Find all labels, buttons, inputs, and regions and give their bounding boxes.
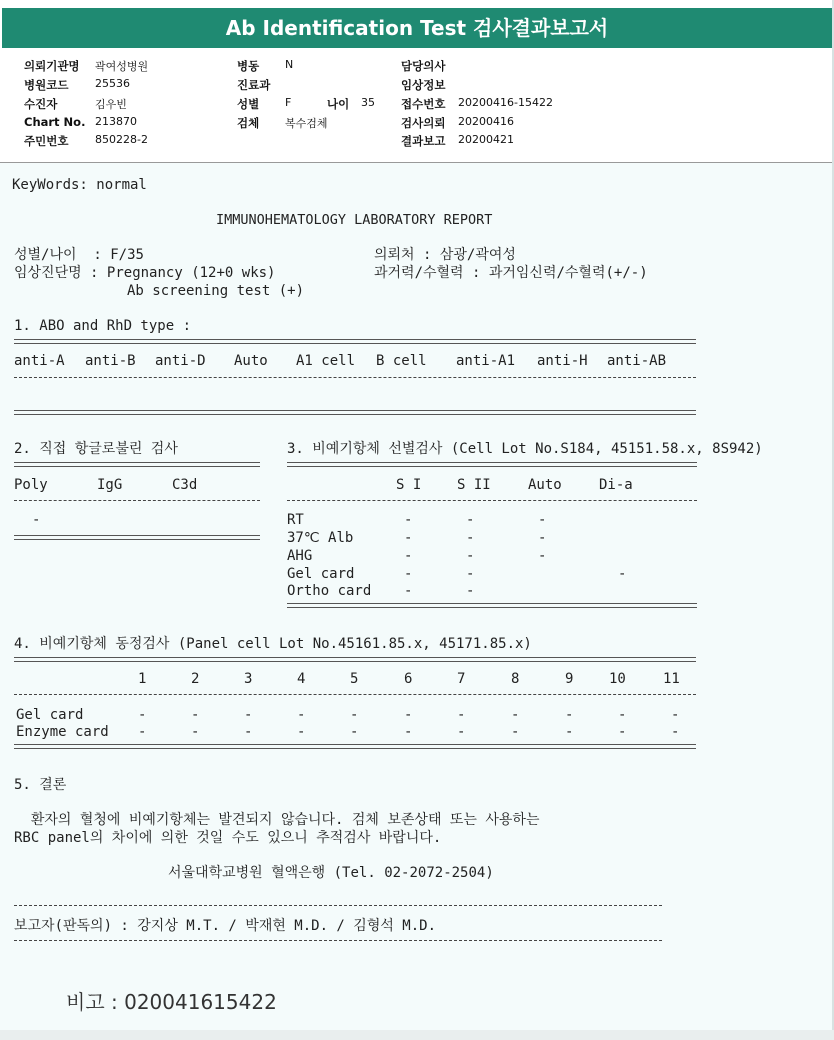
abo-header: anti-H <box>537 353 588 369</box>
specimen-value: 복수검체 <box>285 117 328 130</box>
abo-header: anti-A1 <box>456 353 516 369</box>
req-inst-value: 곽여성병원 <box>95 60 149 73</box>
sec1-rule-top <box>14 339 696 344</box>
screen-cell: - <box>404 566 413 582</box>
sec3-rule-bottom <box>287 603 697 608</box>
chart-value: 213870 <box>95 115 137 128</box>
chart-label: Chart No. <box>24 115 86 129</box>
sec3-rule-top <box>287 462 697 467</box>
panel-cell: - <box>457 724 466 740</box>
sec4-title: 4. 비예기항체 동정검사 (Panel cell Lot No.45161.85.x, 45171.85.x) <box>14 636 532 652</box>
panel-cell: - <box>244 707 253 723</box>
reporter-line: 보고자(판독의) : 강지상 M.T. / 박재현 M.D. / 김형석 M.D. <box>14 918 437 934</box>
age-label: 나이 <box>327 97 350 111</box>
hosp-code-value: 25536 <box>95 77 130 90</box>
panel-header: 6 <box>404 671 413 687</box>
sec4-rule-mid <box>14 694 696 695</box>
sex-age-line: 성별/나이 : F/35 <box>14 247 144 263</box>
lab-report-body <box>0 163 832 1030</box>
signature-rule-top <box>14 905 662 906</box>
screen-cell: - <box>466 583 475 599</box>
panel-header: 3 <box>244 671 253 687</box>
report-date-label: 결과보고 <box>401 134 446 148</box>
sex-label: 성별 <box>237 97 260 111</box>
screen-cell: - <box>404 512 413 528</box>
screen-cell: - <box>466 530 475 546</box>
screen-cell: - <box>466 548 475 564</box>
panel-header: 1 <box>138 671 147 687</box>
institution-line: 서울대학교병원 혈액은행 (Tel. 02-2072-2504) <box>168 865 494 881</box>
signature-rule-bottom <box>14 940 662 941</box>
screen-cell: - <box>404 530 413 546</box>
screen-cell: - <box>466 512 475 528</box>
panel-header: 10 <box>609 671 626 687</box>
panel-cell: - <box>191 707 200 723</box>
screening-line: Ab screening test (+) <box>127 283 305 299</box>
sec2-rule-bottom <box>14 535 260 540</box>
abo-header: anti-A <box>14 353 65 369</box>
sec1-rule-mid <box>14 377 696 378</box>
bottom-strip <box>0 1030 834 1040</box>
panel-row-label: Gel card <box>16 707 84 723</box>
history-line: 과거력/수혈력 : 과거임신력/수혈력(+/-) <box>374 265 648 281</box>
rrn-label: 주민번호 <box>24 134 69 148</box>
sec1-rule-bottom <box>14 410 696 415</box>
panel-cell: - <box>457 707 466 723</box>
panel-cell: - <box>618 724 627 740</box>
screen-cell: - <box>538 512 547 528</box>
abo-header: anti-B <box>85 353 136 369</box>
req-date-value: 20200416 <box>458 115 514 128</box>
panel-header: 9 <box>565 671 574 687</box>
req-date-label: 검사의뢰 <box>401 116 446 130</box>
dat-header: IgG <box>97 477 123 493</box>
panel-cell: - <box>565 707 574 723</box>
patient-value: 김우빈 <box>95 98 127 111</box>
screen-header: S II <box>457 477 491 493</box>
panel-row-label: Enzyme card <box>16 724 109 740</box>
screen-header: Auto <box>528 477 562 493</box>
report-date-value: 20200421 <box>458 133 514 146</box>
dat-header: Poly <box>14 477 48 493</box>
panel-header: 8 <box>511 671 520 687</box>
sec3-rule-mid <box>287 500 697 501</box>
sec4-rule-bottom <box>14 744 696 749</box>
panel-cell: - <box>138 707 147 723</box>
panel-cell: - <box>671 724 680 740</box>
panel-cell: - <box>565 724 574 740</box>
sec4-rule-top <box>14 657 696 662</box>
panel-header: 11 <box>663 671 680 687</box>
abo-header: anti-AB <box>607 353 667 369</box>
abo-header: A1 cell <box>296 353 356 369</box>
panel-cell: - <box>671 707 680 723</box>
panel-cell: - <box>404 724 413 740</box>
hosp-code-label: 병원코드 <box>24 78 69 92</box>
sex-value: F <box>285 96 292 109</box>
panel-header: 4 <box>297 671 306 687</box>
panel-cell: - <box>244 724 253 740</box>
conclusion-line-1: 환자의 혈청에 비예기항체는 발견되지 않습니다. 검체 보존상태 또는 사용하는 <box>14 812 540 828</box>
specimen-label: 검체 <box>237 116 260 130</box>
rrn-value: 850228-2 <box>95 133 148 146</box>
recv-label: 접수번호 <box>401 97 446 111</box>
screen-cell: - <box>404 583 413 599</box>
panel-cell: - <box>350 724 359 740</box>
clinical-label: 임상정보 <box>401 78 446 92</box>
panel-cell: - <box>511 724 520 740</box>
panel-cell: - <box>297 724 306 740</box>
dat-header: C3d <box>172 477 198 493</box>
screen-row-label: AHG <box>287 548 313 564</box>
screen-header: S I <box>396 477 422 493</box>
panel-cell: - <box>350 707 359 723</box>
sec2-rule-top <box>14 462 260 467</box>
patient-info-block <box>0 48 832 163</box>
screen-row-label: RT <box>287 512 304 528</box>
screen-row-label: Gel card <box>287 566 355 582</box>
panel-cell: - <box>618 707 627 723</box>
panel-header: 5 <box>350 671 359 687</box>
panel-cell: - <box>191 724 200 740</box>
sec2-title: 2. 직접 항글로불린 검사 <box>14 441 178 457</box>
conclusion-line-2: RBC panel의 차이에 의한 것일 수도 있으니 추적검사 바랍니다. <box>14 830 442 846</box>
patient-label: 수진자 <box>24 97 58 111</box>
sec5-title: 5. 결론 <box>14 777 67 793</box>
lab-report-title: IMMUNOHEMATOLOGY LABORATORY REPORT <box>216 212 493 228</box>
panel-cell: - <box>404 707 413 723</box>
dat-value: - <box>32 512 41 528</box>
abo-header: B cell <box>376 353 427 369</box>
abo-header: anti-D <box>155 353 206 369</box>
diagnosis-line: 임상진단명 : Pregnancy (12+0 wks) <box>14 265 276 281</box>
doctor-label: 담당의사 <box>401 59 446 73</box>
screen-cell: - <box>404 548 413 564</box>
abo-header: Auto <box>234 353 268 369</box>
panel-header: 7 <box>457 671 466 687</box>
sec1-title: 1. ABO and RhD type : <box>14 318 192 334</box>
ward-value: N <box>285 58 294 71</box>
panel-cell: - <box>511 707 520 723</box>
note-line: 비고 : 020041615422 <box>66 990 277 1014</box>
recv-value: 20200416-15422 <box>458 96 553 109</box>
age-value: 35 <box>361 96 375 109</box>
panel-cell: - <box>138 724 147 740</box>
sec3-title: 3. 비예기항체 선별검사 (Cell Lot No.S184, 45151.58.x, 8S942) <box>287 441 763 457</box>
panel-cell: - <box>297 707 306 723</box>
screen-cell: - <box>618 566 627 582</box>
screen-cell: - <box>538 548 547 564</box>
req-inst-label: 의뢰기관명 <box>24 59 80 73</box>
screen-header: Di-a <box>599 477 633 493</box>
screen-row-label: 37℃ Alb <box>287 530 354 546</box>
screen-row-label: Ortho card <box>287 583 372 599</box>
report-title: Ab Identification Test 검사결과보고서 <box>2 8 832 48</box>
dept-label: 진료과 <box>237 78 271 92</box>
screen-cell: - <box>466 566 475 582</box>
panel-header: 2 <box>191 671 200 687</box>
requester-line: 의뢰처 : 삼광/곽여성 <box>374 247 516 263</box>
ward-label: 병동 <box>237 59 260 73</box>
keywords: KeyWords: normal <box>12 177 147 193</box>
screen-cell: - <box>538 530 547 546</box>
sec2-rule-mid <box>14 500 260 501</box>
